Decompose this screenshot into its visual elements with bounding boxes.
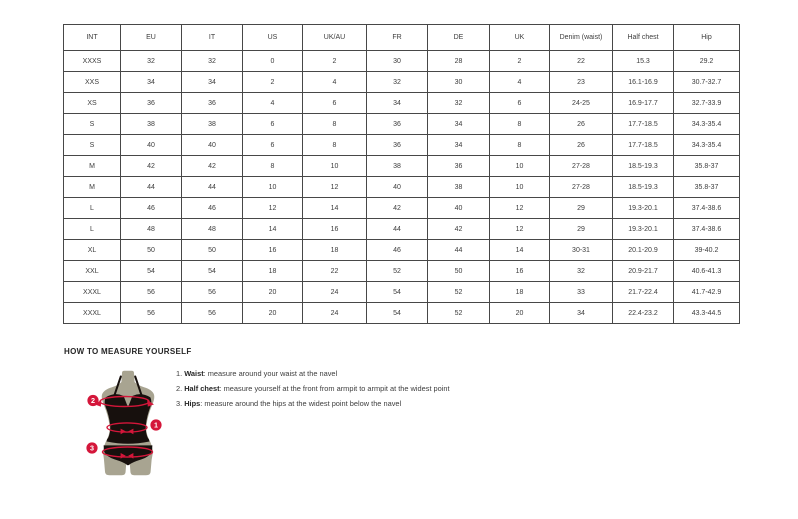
table-cell: 27-28 [550,177,613,198]
table-cell: 34 [182,72,243,93]
table-cell: 19.3-20.1 [613,198,674,219]
size-chart-table [63,24,740,324]
table-cell: 36 [428,156,490,177]
table-cell: 12 [303,177,367,198]
table-row [64,156,740,177]
table-cell: 36 [367,114,428,135]
measurement-illustration [80,362,180,482]
table-cell: 30 [367,51,428,72]
table-cell: 6 [303,93,367,114]
table-cell: 8 [243,156,303,177]
table-cell: 10 [490,177,550,198]
table-cell: 42 [428,219,490,240]
table-cell: 29 [550,219,613,240]
table-cell: 12 [243,198,303,219]
table-cell: M [64,177,121,198]
table-cell: 0 [243,51,303,72]
table-cell: 39-40.2 [674,240,740,261]
marker-hips-number: 3 [90,443,94,453]
table-cell: 29.2 [674,51,740,72]
mannequin-figure [80,362,180,482]
table-cell: 36 [367,135,428,156]
table-cell: 43.3-44.5 [674,303,740,324]
table-cell: 26 [550,114,613,135]
table-row [64,303,740,324]
table-cell: 17.7-18.5 [613,135,674,156]
table-cell: 37.4-38.6 [674,219,740,240]
table-cell: 18.5-19.3 [613,156,674,177]
table-cell: 8 [490,135,550,156]
table-cell: 24 [303,282,367,303]
table-cell: 54 [121,261,182,282]
table-cell: 46 [182,198,243,219]
table-cell: 46 [121,198,182,219]
marker-half-chest [87,395,98,406]
table-cell: 8 [490,114,550,135]
table-cell: 21.7-22.4 [613,282,674,303]
table-cell: M [64,156,121,177]
table-cell: XXXL [64,303,121,324]
table-cell: 35.8-37 [674,156,740,177]
table-cell: 14 [243,219,303,240]
table-cell: 26 [550,135,613,156]
table-cell: 22 [550,51,613,72]
table-row [64,93,740,114]
table-row [64,240,740,261]
table-cell: 52 [428,303,490,324]
table-row [64,135,740,156]
table-cell: 22.4-23.2 [613,303,674,324]
measure-instruction-item: 3. Hips: measure around the hips at the widest point below the navel [176,399,402,409]
table-cell: 14 [490,240,550,261]
table-cell: 18 [243,261,303,282]
table-cell: 35.8-37 [674,177,740,198]
table-cell: 32 [182,51,243,72]
table-cell: 54 [367,303,428,324]
table-cell: 29 [550,198,613,219]
table-cell: 48 [182,219,243,240]
table-cell: 16 [243,240,303,261]
table-cell: 33 [550,282,613,303]
table-cell: 2 [243,72,303,93]
table-cell: 32 [367,72,428,93]
table-cell: 16.1-16.9 [613,72,674,93]
table-cell: 42 [182,156,243,177]
table-cell: 34 [428,114,490,135]
table-cell: 17.7-18.5 [613,114,674,135]
table-cell: 6 [243,135,303,156]
table-cell: S [64,135,121,156]
table-cell: 18.5-19.3 [613,177,674,198]
column-header: FR [367,25,428,51]
table-cell: 42 [121,156,182,177]
marker-waist-number: 1 [154,420,158,430]
table-cell: 4 [490,72,550,93]
table-row [64,72,740,93]
column-header: IT [182,25,243,51]
table-cell: 12 [490,219,550,240]
table-cell: 8 [303,114,367,135]
table-cell: 20.1-20.9 [613,240,674,261]
marker-half-chest-number: 2 [91,396,95,406]
column-header: Half chest [613,25,674,51]
table-cell: 16 [303,219,367,240]
table-cell: 20 [490,303,550,324]
table-cell: 18 [303,240,367,261]
table-cell: 52 [367,261,428,282]
table-cell: 34 [428,135,490,156]
table-cell: 54 [367,282,428,303]
table-cell: 38 [428,177,490,198]
table-cell: 34 [550,303,613,324]
column-header: UK [490,25,550,51]
table-cell: 8 [303,135,367,156]
table-cell: 30 [428,72,490,93]
table-cell: 2 [490,51,550,72]
table-cell: 40 [121,135,182,156]
table-cell: 44 [121,177,182,198]
table-cell: 27-28 [550,156,613,177]
table-cell: 24 [303,303,367,324]
table-row [64,261,740,282]
column-header: DE [428,25,490,51]
table-cell: 44 [428,240,490,261]
table-cell: 23 [550,72,613,93]
table-cell: S [64,114,121,135]
table-cell: 28 [428,51,490,72]
table-cell: XXXL [64,282,121,303]
size-chart-header-row [64,25,740,51]
table-cell: 10 [303,156,367,177]
table-cell: 34.3-35.4 [674,114,740,135]
measure-instruction-item: 1. Waist: measure around your waist at the navel [176,369,338,378]
table-cell: 36 [121,93,182,114]
column-header: UK/AU [303,25,367,51]
table-cell: 16 [490,261,550,282]
size-chart-header [64,25,740,51]
table-cell: XXXS [64,51,121,72]
table-cell: 37.4-38.6 [674,198,740,219]
table-cell: 44 [367,219,428,240]
table-cell: 52 [428,282,490,303]
table-cell: 32 [428,93,490,114]
table-cell: 32.7-33.9 [674,93,740,114]
table-cell: 22 [303,261,367,282]
table-cell: 50 [428,261,490,282]
marker-hips [86,442,97,453]
table-cell: 56 [182,303,243,324]
table-cell: 12 [490,198,550,219]
table-cell: L [64,198,121,219]
column-header: Denim (waist) [550,25,613,51]
table-cell: 16.9-17.7 [613,93,674,114]
table-cell: 20 [243,282,303,303]
table-cell: 50 [121,240,182,261]
table-cell: 10 [243,177,303,198]
table-cell: 40.6-41.3 [674,261,740,282]
column-header: EU [121,25,182,51]
table-cell: 30.7-32.7 [674,72,740,93]
table-cell: XS [64,93,121,114]
table-cell: 40 [367,177,428,198]
table-cell: 41.7-42.9 [674,282,740,303]
table-cell: 36 [182,93,243,114]
column-header: INT [64,25,121,51]
measure-instruction-item: 2. Half chest: measure yourself at the front from armpit to armpit at the widest point [176,384,450,394]
table-cell: 56 [121,303,182,324]
table-cell: 44 [182,177,243,198]
table-cell: 4 [303,72,367,93]
table-row [64,282,740,303]
size-chart-body [64,51,740,324]
measure-instructions [176,369,450,415]
table-row [64,198,740,219]
table-cell: XXL [64,261,121,282]
table-cell: 20 [243,303,303,324]
table-cell: 6 [490,93,550,114]
table-cell: 19.3-20.1 [613,219,674,240]
table-cell: 50 [182,240,243,261]
table-cell: 34.3-35.4 [674,135,740,156]
table-cell: 20.9-21.7 [613,261,674,282]
measure-section-title: HOW TO MEASURE YOURSELF [64,347,192,356]
table-cell: 18 [490,282,550,303]
column-header: US [243,25,303,51]
table-cell: 34 [121,72,182,93]
table-cell: 2 [303,51,367,72]
table-cell: 46 [367,240,428,261]
column-header: Hip [674,25,740,51]
marker-waist [150,419,161,430]
table-cell: 56 [182,282,243,303]
table-cell: 30-31 [550,240,613,261]
table-row [64,219,740,240]
table-cell: 48 [121,219,182,240]
table-cell: 4 [243,93,303,114]
table-cell: XXS [64,72,121,93]
table-cell: 14 [303,198,367,219]
table-row [64,114,740,135]
table-cell: 15.3 [613,51,674,72]
table-cell: 38 [121,114,182,135]
table-cell: 56 [121,282,182,303]
table-cell: 38 [182,114,243,135]
table-cell: 24-25 [550,93,613,114]
table-cell: 32 [550,261,613,282]
table-cell: 34 [367,93,428,114]
table-cell: 38 [367,156,428,177]
table-cell: 40 [182,135,243,156]
table-row [64,177,740,198]
table-cell: 32 [121,51,182,72]
table-cell: 6 [243,114,303,135]
table-cell: 10 [490,156,550,177]
table-row [64,51,740,72]
table-cell: XL [64,240,121,261]
table-cell: L [64,219,121,240]
table-cell: 42 [367,198,428,219]
table-cell: 40 [428,198,490,219]
table-cell: 54 [182,261,243,282]
